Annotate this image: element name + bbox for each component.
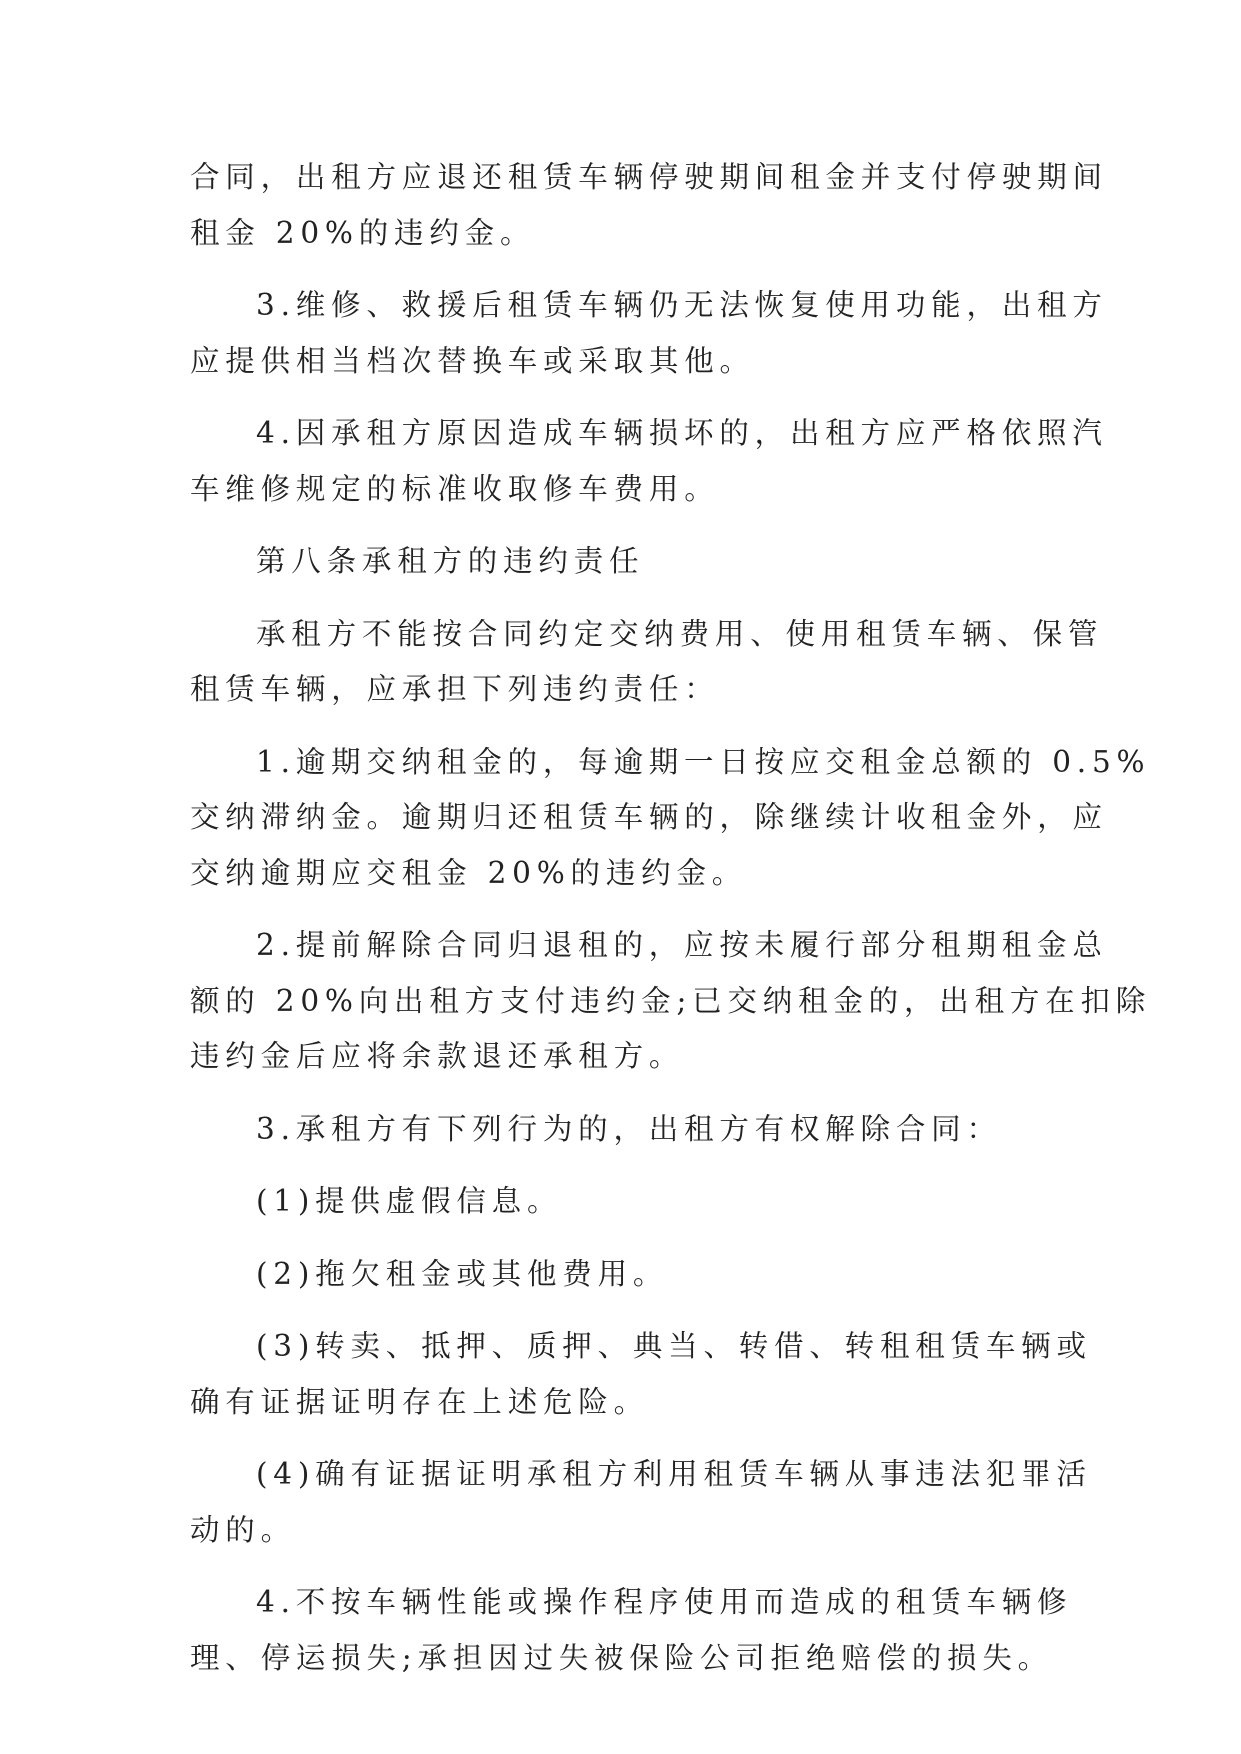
- text-line: 合同，出租方应退还租赁车辆停驶期间租金并支付停驶期间: [190, 160, 1108, 194]
- text-line: 租赁车辆，应承担下列违约责任：: [190, 672, 720, 706]
- text-line: 应提供相当档次替换车或采取其他。: [190, 343, 755, 378]
- text-line: 确有证据证明存在上述危险。: [190, 1384, 649, 1419]
- text-line: 车维修规定的标准收取修车费用。: [190, 471, 720, 506]
- text-line: 交纳滞纳金。逾期归还租赁车辆的，除继续计收租金外，应: [190, 800, 1108, 834]
- text-line: 4.不按车辆性能或操作程序使用而造成的租赁车辆修: [256, 1585, 1073, 1619]
- text-line: 2.提前解除合同归退租的，应按未履行部分租期租金总: [256, 928, 1108, 962]
- text-line: 动的。: [190, 1512, 296, 1547]
- text-line: 3.承租方有下列行为的，出租方有权解除合同：: [256, 1111, 1002, 1146]
- text-line: 理、停运损失;承担因过失被保险公司拒绝赔偿的损失。: [190, 1640, 1053, 1675]
- text-line: 4.因承租方原因造成车辆损坏的，出租方应严格依照汽: [256, 416, 1108, 450]
- text-line: 第八条承租方的违约责任: [256, 544, 645, 578]
- text-line: 承租方不能按合同约定交纳费用、使用租赁车辆、保管: [256, 616, 1104, 651]
- document-body: [190, 150, 1152, 1686]
- text-line: 额的 20%向出租方支付违约金;已交纳租金的，出租方在扣除: [190, 983, 1152, 1018]
- text-line: 3.维修、救援后租赁车辆仍无法恢复使用功能，出租方: [256, 288, 1108, 322]
- text-line: (4)确有证据证明承租方利用租赁车辆从事违法犯罪活: [256, 1457, 1092, 1491]
- text-line: 1.逾期交纳租金的，每逾期一日按应交租金总额的 0.5%: [256, 744, 1151, 779]
- text-line: (3)转卖、抵押、质押、典当、转借、转租租赁车辆或: [256, 1329, 1092, 1363]
- text-line: 违约金后应将余款退还承租方。: [190, 1039, 685, 1073]
- text-line: 租金 20%的违约金。: [190, 215, 536, 250]
- text-line: (1)提供虚假信息。: [256, 1184, 563, 1218]
- text-line: 交纳逾期应交租金 20%的违约金。: [190, 855, 748, 890]
- text-line: (2)拖欠租金或其他费用。: [256, 1256, 669, 1291]
